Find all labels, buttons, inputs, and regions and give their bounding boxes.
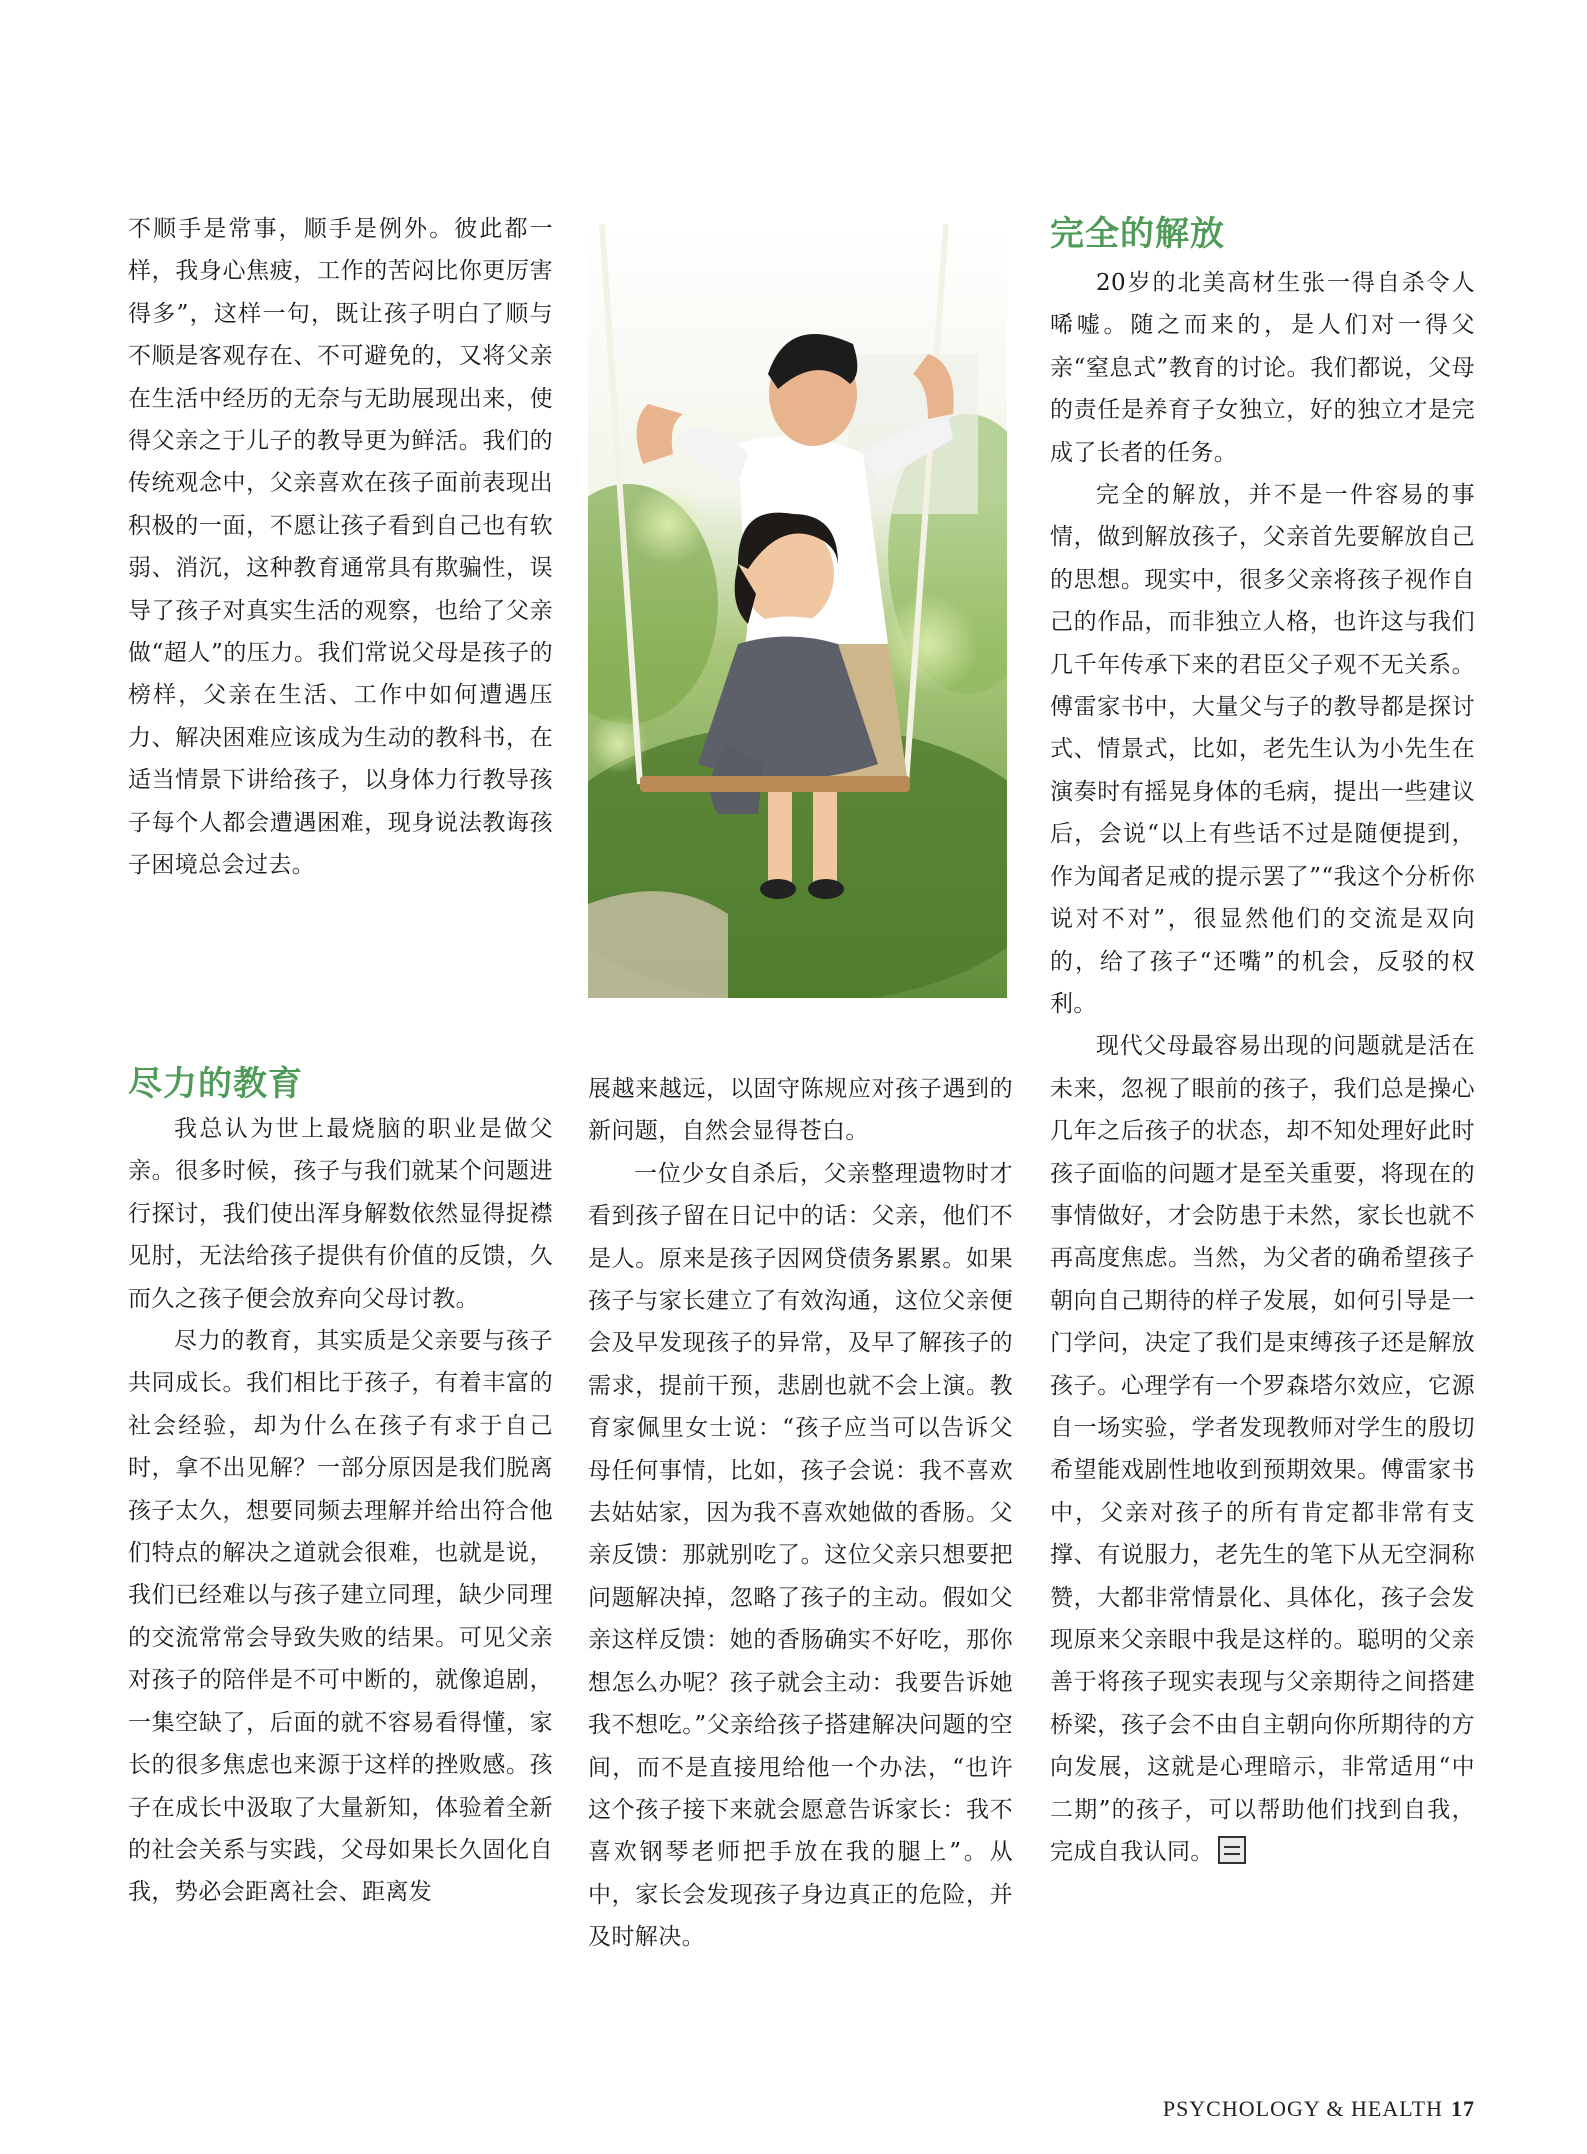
- middle-column-bottom: [588, 1068, 1013, 1959]
- paragraph: 完全的解放，并不是一件容易的事情，做到解放孩子，父亲首先要解放自己的思想。现实中，很多父亲将孩子视作自己的作品，而非独立人格，也许这与我们几千年传承下来的君臣父子观不无关系。傅雷家书中，大量父与子的教导都是探讨式、情景式，比如，老先生认为小先生在演奏时有摇晃身体的毛病，提出一些建议后，会说“以上有些话不过是随便提到，作为闻者足戒的提示罢了”“我这个分析你说对不对”，很显然他们的交流是双向的，给了孩子“还嘴”的机会，反驳的权利。: [1050, 482, 1475, 1017]
- section-heading-jiaoyu: 尽力的教育: [128, 1064, 303, 1104]
- father-daughter-swing-photo: [588, 224, 1007, 998]
- paragraph: 尽力的教育，其实质是父亲要与孩子共同成长。我们相比于孩子，有着丰富的社会经验，却为什么在孩子有求于自己时，拿不出见解？一部分原因是我们脱离孩子太久，想要同频去理解并给出符合他们特点的解决之道就会很难，也就是说，我们已经难以与孩子建立同理，缺少同理的交流常常会导致失败的结果。可见父亲对孩子的陪伴是不可中断的，就像追剧，一集空缺了，后面的就不容易看得懂，家长的很多焦虑也来源于这样的挫败感。孩子在成长中汲取了大量新知，体验着全新的社会关系与实践，父母如果长久固化自我，势必会距离社会、距离发: [128, 1328, 553, 1906]
- paragraph: 不顺手是常事，顺手是例外。彼此都一样，我身心焦疲，工作的苦闷比你更厉害得多”，这样一句，既让孩子明白了顺与不顺是客观存在、不可避免的，又将父亲在生活中经历的无奈与无助展现出来，使得父亲之于儿子的教导更为鲜活。我们的传统观念中，父亲喜欢在孩子面前表现出积极的一面，不愿让孩子看到自己也有软弱、消沉，这种教育通常具有欺骗性，误导了孩子对真实生活的观察，也给了父亲做“超人”的压力。我们常说父母是孩子的榜样，父亲在生活、工作中如何遭遇压力、解决困难应该成为生动的教科书，在适当情景下讲给孩子，以身体力行教导孩子每个人都会遭遇困难，现身说法教诲孩子困境总会过去。: [128, 216, 553, 879]
- magazine-name: PSYCHOLOGY & HEALTH: [1162, 2096, 1443, 2121]
- paragraph: 一位少女自杀后，父亲整理遗物时才看到孩子留在日记中的话：父亲，他们不是人。原来是孩子因网贷债务累累。如果孩子与家长建立了有效沟通，这位父亲便会及早发现孩子的异常，及早了解孩子的需求，提前干预，悲剧也就不会上演。教育家佩里女士说：“孩子应当可以告诉父母任何事情，比如，孩子会说：我不喜欢去姑姑家，因为我不喜欢她做的香肠。父亲反馈：那就别吃了。这位父亲只想要把问题解决掉，忽略了孩子的主动。假如父亲这样反馈：她的香肠确实不好吃，那你想怎么办呢？孩子就会主动：我要告诉她我不想吃。”父亲给孩子搭建解决问题的空间，而不是直接甩给他一个办法，“也许这个孩子接下来就会愿意告诉家长：我不喜欢钢琴老师把手放在我的腿上”。从中，家长会发现孩子身边真正的危险，并及时解决。: [588, 1160, 1013, 1951]
- paragraph-text: 现代父母最容易出现的问题就是活在未来，忽视了眼前的孩子，我们总是操心几年之后孩子的状态，却不知处理好此时孩子面临的问题才是至关重要，将现在的事情做好，才会防患于未然，家长也就不再高度焦虑。当然，为父者的确希望孩子朝向自己期待的样子发展，如何引导是一门学问，决定了我们是束缚孩子还是解放孩子。心理学有一个罗森塔尔效应，它源自一场实验，学者发现教师对学生的殷切希望能戏剧性地收到预期效果。傅雷家书中，父亲对孩子的所有肯定都非常有支撑、有说服力，老先生的笔下从无空洞称赞，大都非常情景化、具体化，孩子会发现原来父亲眼中我是这样的。聪明的父亲善于将孩子现实表现与父亲期待之间搭建桥梁，孩子会不由自主朝向你所期待的方向发展，这就是心理暗示，非常适用“中二期”的孩子，可以帮助他们找到自我，完成自我认同。: [1050, 1033, 1475, 1866]
- left-column-top: [128, 208, 553, 887]
- paragraph: 20岁的北美高材生张一得自杀令人唏嘘。随之而来的，是人们对一得父亲“窒息式”教育的讨论。我们都说，父母的责任是养育子女独立，好的独立才是完成了长者的任务。: [1050, 270, 1475, 466]
- paragraph: [1050, 1025, 1475, 1873]
- paragraph: 展越来越远，以固守陈规应对孩子遇到的新问题，自然会显得苍白。: [588, 1076, 1013, 1145]
- page-number: 17: [1451, 2096, 1475, 2121]
- left-column-bottom: [128, 1108, 553, 1914]
- section-heading-jiefang: 完全的解放: [1050, 214, 1225, 254]
- right-column: [1050, 262, 1475, 1873]
- page-footer: [1163, 2096, 1475, 2122]
- article-end-mark-icon: [1218, 1836, 1246, 1864]
- paragraph: 我总认为世上最烧脑的职业是做父亲。很多时候，孩子与我们就某个问题进行探讨，我们使出浑身解数依然显得捉襟见肘，无法给孩子提供有价值的反馈，久而久之孩子便会放弃向父母讨教。: [128, 1116, 553, 1312]
